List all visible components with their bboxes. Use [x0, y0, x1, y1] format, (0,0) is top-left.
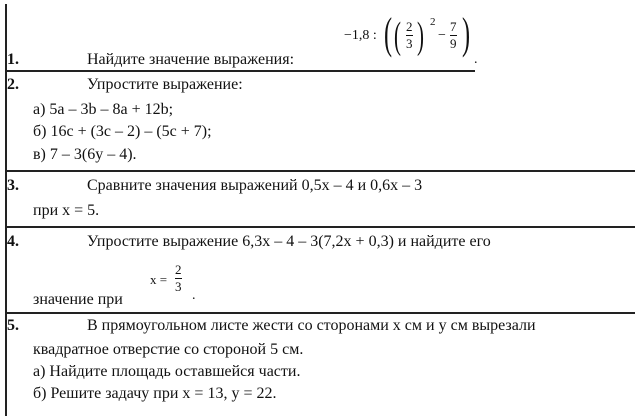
- expr1-minus: −: [438, 28, 446, 43]
- task-1-text: Найдите значение выражения:: [87, 51, 295, 68]
- task-4-continuation: значение при: [33, 291, 123, 308]
- expr1-open-paren-outer: (: [384, 9, 393, 58]
- expr1-dot: .: [474, 52, 478, 67]
- expr1-power: 2: [430, 16, 436, 28]
- task-2-number: 2.: [7, 76, 19, 93]
- task-5-continuation: квадратное отверстие со стороной 5 см.: [33, 341, 304, 358]
- row-divider: [5, 226, 635, 228]
- row-divider: [5, 170, 635, 172]
- task-5b: б) Решите задачу при x = 13, y = 22.: [33, 385, 277, 402]
- task-2c: в) 7 – 3(6y – 4).: [33, 146, 137, 163]
- expr4-fraction: [175, 263, 182, 294]
- expr4-denominator: 3: [175, 279, 182, 294]
- expr1-f1-numerator: 2: [406, 19, 413, 34]
- task-3-number: 3.: [7, 177, 19, 194]
- task-5a: а) Найдите площадь оставшейся части.: [33, 363, 301, 380]
- row-divider: [5, 312, 635, 314]
- expr4-numerator: 2: [175, 262, 182, 277]
- expr1-f1-denominator: 3: [406, 36, 413, 51]
- expr4-dot: .: [192, 288, 196, 303]
- task-4-number: 4.: [7, 233, 19, 250]
- task-3-continuation: при x = 5.: [33, 202, 100, 219]
- expr1-f2-numerator: 7: [450, 19, 457, 34]
- task-4-text: Упростите выражение 6,3x – 4 – 3(7,2x + 0,3) и найдите его: [87, 233, 491, 250]
- expr1-fraction-1: [406, 20, 413, 51]
- row-divider: [5, 70, 475, 72]
- task-2b: б) 16c + (3c – 2) – (5c + 7);: [33, 123, 212, 140]
- task-2a: а) 5a – 3b – 8a + 12b;: [33, 101, 174, 118]
- expr1-prefix: −1,8 :: [344, 28, 377, 43]
- expr1-fraction-2: [450, 20, 457, 51]
- expr1-close-paren-inner: ): [417, 15, 424, 57]
- task-1-number: 1.: [7, 51, 19, 68]
- task-2-text: Упростите выражение:: [87, 76, 243, 93]
- expr1-f2-denominator: 9: [450, 36, 457, 51]
- task-5-number: 5.: [7, 317, 19, 334]
- expr1-open-paren-inner: (: [394, 15, 401, 57]
- expr4-var: x =: [150, 272, 168, 287]
- task-3-text: Сравните значения выражений 0,5x – 4 и 0,6x – 3: [87, 177, 423, 194]
- expr1-close-paren-outer: ): [462, 9, 471, 58]
- task-5-text: В прямоугольном листе жести со сторонами x см и y см вырезали: [87, 317, 536, 334]
